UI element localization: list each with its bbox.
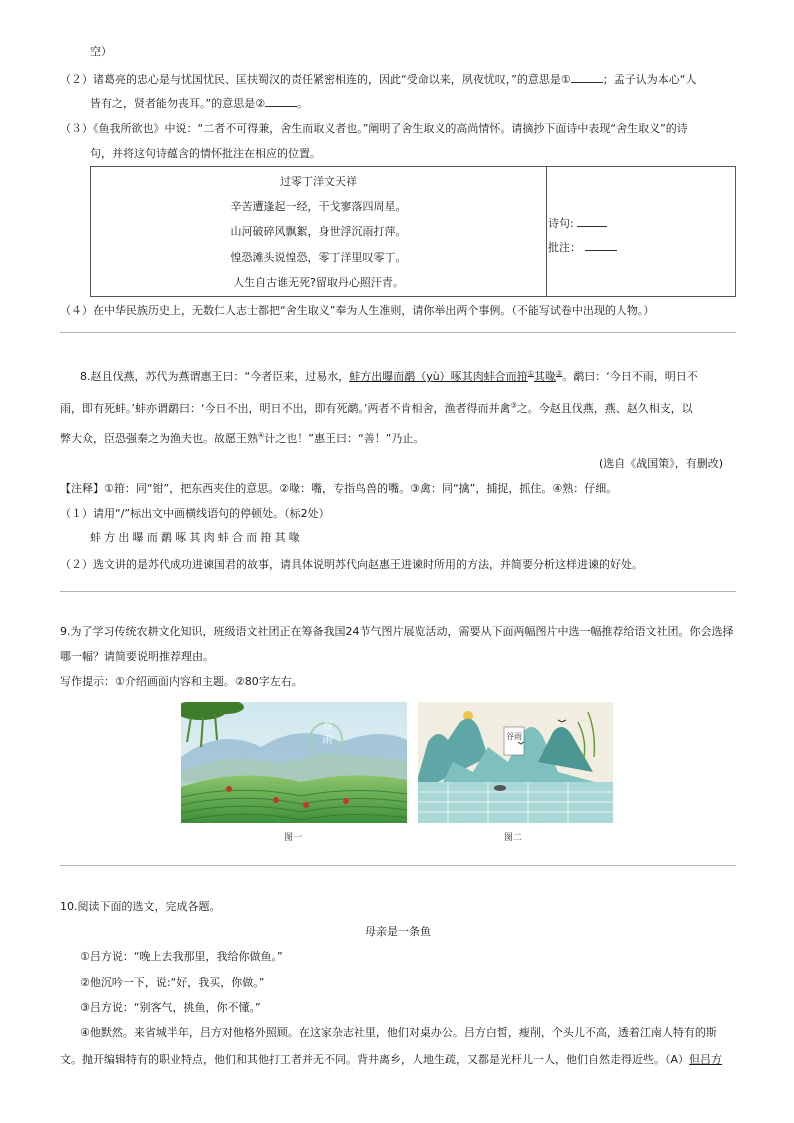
note-ref-2: ② <box>555 369 563 378</box>
table-divider <box>546 167 547 296</box>
q9-line2: 哪一幅？请简要说明推荐理由。 <box>60 650 214 663</box>
passage-para-4b <box>60 1053 722 1067</box>
q8-text-1b: 。鹬曰：‘今日不雨，明日不 <box>562 370 698 383</box>
divider-2 <box>60 591 736 592</box>
divider-3 <box>60 865 736 866</box>
divider-1 <box>60 332 736 333</box>
pizhu-blank[interactable] <box>585 239 617 251</box>
q8-note: 【注释】①箝：同“钳”，把东西夹住的意思。②喙：嘴，专指鸟兽的嘴。③禽：同“擒”，捕捉，抓住。④熟：仔细。 <box>60 482 618 495</box>
image2-title: 谷雨 <box>506 732 522 741</box>
passage-para-4a: ④他默然。来省城半年，吕方对他格外照顾。在这家杂志社里，他们对桌办公。吕方白皙，瘦削，个头儿不高，透着江南人特有的斯 <box>80 1026 717 1039</box>
q8-text-3: 弊大众，臣恐强秦之为渔夫也。故愿王熟 <box>60 432 258 445</box>
note-ref-3: ③ <box>510 401 517 410</box>
answer-blank-1[interactable] <box>571 71 603 83</box>
q8-text-2b: 之。今赵且伐燕，燕、赵久相支，以 <box>516 402 693 415</box>
passage-para-3: ③吕方说：“别客气，挑鱼，你不懂。” <box>80 1001 261 1014</box>
passage-underlined: 但吕方 <box>689 1053 723 1066</box>
q7-part4: （４）在中华民族历史上，无数仁人志士都把“舍生取义”奉为人生准则，请你举出两个事例。（不能写试卷中出现的人物。） <box>60 304 655 317</box>
guyu-image-2 <box>418 702 613 823</box>
q8-line1 <box>80 370 698 384</box>
caption-image-1: 图一 <box>284 833 303 843</box>
image1-title: 谷雨 <box>320 720 331 748</box>
q8-text-2: 雨，即有死蚌。’蚌亦谓鹬曰：‘今日不出，明日不出，即有死鹬。’两者不肯相舍，渔者得而并禽 <box>60 402 511 415</box>
note-ref-1: ① <box>527 369 534 378</box>
passage-para-1: ①吕方说：“晚上去我那里，我给你做鱼。” <box>80 950 283 963</box>
poem-line-2: 山河破碎风飘絮，身世浮沉雨打萍。 <box>230 225 407 238</box>
shiju-label: 诗句: <box>548 217 574 230</box>
pizhu-label: 批注： <box>548 241 581 254</box>
q9-line1: 9.为了学习传统农耕文化知识，班级语文社团正在筹备我国24节气图片展览活动，需要从下面两幅图片中选一幅推荐给语文社团。你会选择 <box>60 625 734 638</box>
passage-para-2: ②他沉吟一下，说:“好，我买，你做。” <box>80 976 265 989</box>
q8-line3 <box>60 432 424 446</box>
q8-sub1-sentence[interactable]: 蚌方出曝而鹬啄其肉蚌合而箝其喙 <box>90 531 303 544</box>
poem-title: 过零丁洋文天祥 <box>280 175 357 188</box>
q7-part2-text-c: 皆有之，贤者能勿丧耳。”的意思是② <box>90 97 266 110</box>
pizhu-field <box>548 239 617 255</box>
guyu-image-1 <box>181 702 407 823</box>
q8-sub1: （１）请用“/”标出文中画横线语句的停顿处。（标2处） <box>60 507 330 520</box>
note-ref-4: ④ <box>258 431 265 440</box>
poem-line-1: 辛苦遭逢起一经，干戈寥落四周星。 <box>230 200 407 213</box>
q7-part2-text: （２）诸葛亮的忠心是与忧国忧民、匡扶蜀汉的责任紧密相连的，因此“受命以来，夙夜忧叹，”的意思是① <box>60 73 571 86</box>
q8-sub2: （２）选文讲的是苏代成功进谏国君的故事，请具体说明苏代向赵惠王进谏时所用的方法，并简要分析这样进谏的好处。 <box>60 558 643 571</box>
caption-image-2: 图二 <box>504 833 523 843</box>
passage-para-4b-text: 文。抛开编辑特有的职业特点，他们和其他打工者并无不同。背井离乡，人地生疏，又都是光杆儿一人，他们自然走得近些。（A） <box>60 1053 690 1066</box>
shiju-field <box>548 215 607 231</box>
q10-intro: 10.阅读下面的选文，完成各题。 <box>60 900 221 913</box>
q8-source: (选自《战国策》，有删改) <box>599 457 724 470</box>
q8-underlined-sentence-a: 蚌方出曝而鹬（yù）啄其肉蚌合而箝 <box>349 370 528 383</box>
q7-part2-line1 <box>60 71 696 87</box>
q8-underlined-sentence-b: 其喙 <box>533 370 556 383</box>
answer-blank-2[interactable] <box>265 95 297 107</box>
q7-part3-line1: （３）《鱼我所欲也》中说：“二者不可得兼，舍生而取义者也。”阐明了舍生取义的高尚情怀。请摘抄下面诗中表现“舍生取义”的诗 <box>60 122 688 135</box>
passage-title: 母亲是一条鱼 <box>365 925 431 938</box>
poem-table <box>90 166 736 297</box>
q8-text-1: 8.赵且伐燕，苏代为燕谓惠王曰：“今者臣来，过易水， <box>80 370 350 383</box>
shiju-blank[interactable] <box>577 215 607 227</box>
q9-tip: 写作提示：①介绍画面内容和主题。②80字左右。 <box>60 675 303 688</box>
poem-line-3: 惶恐滩头说惶恐，零丁洋里叹零丁。 <box>230 251 407 264</box>
q8-line2 <box>60 402 693 416</box>
q8-text-3b: 计之也！”惠王曰：“善！”乃止。 <box>264 432 425 445</box>
poem-line-4: 人生自古谁无死?留取丹心照汗青。 <box>233 276 404 289</box>
q7-part2-text-b: ；孟子认为本心“人 <box>602 73 697 86</box>
q7-kong: 空） <box>90 45 112 58</box>
q7-part2-line2: 皆有之，贤者能勿丧耳。”的意思是② 。 <box>90 97 309 110</box>
q7-part3-line2: 句，并将这句诗蕴含的情怀批注在相应的位置。 <box>90 147 321 160</box>
